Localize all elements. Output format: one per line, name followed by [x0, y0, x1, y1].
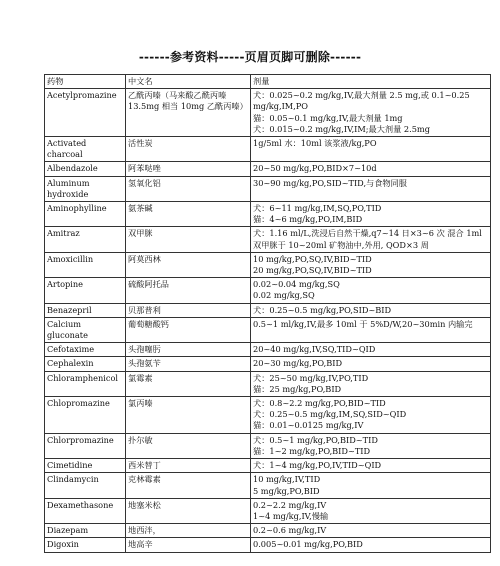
dosage-line: 10 mg/kg,PO,SQ,IV,BID~TID	[253, 253, 372, 264]
dosage-cell	[251, 252, 491, 277]
table-row	[45, 89, 491, 137]
dosage-cell	[251, 317, 491, 342]
drug-name-cell: Activated charcoal	[45, 137, 126, 162]
table-row	[45, 162, 491, 176]
table-row	[45, 357, 491, 371]
dosage-line: 20 mg/kg,PO,SQ,IV,BID~TID	[253, 265, 372, 276]
dosage-line: 犬：0.015~0.2 mg/kg,IV,IM;最大剂量 2.5mg	[253, 123, 430, 134]
table-row	[45, 252, 491, 277]
chinese-name-cell: 扑尔敏	[126, 433, 251, 458]
dosage-cell	[251, 343, 491, 357]
chinese-name-cell: 贝那普利	[126, 303, 251, 317]
drug-name-cell: Acetylpromazine	[45, 89, 126, 137]
dosage-cell	[251, 162, 491, 176]
chinese-name-cell: 西米替丁	[126, 459, 251, 473]
table-header-row	[45, 75, 491, 89]
dosage-line: 犬：0.25~0.5 mg/kg,IM,SQ,SID~QID	[253, 409, 407, 420]
drug-name-cell: Chloramphenicol	[45, 371, 126, 396]
column-header-chinese-name: 中文名	[126, 75, 251, 89]
chinese-name-cell: 头孢氨苄	[126, 357, 251, 371]
table-row	[45, 202, 491, 227]
drug-name-cell: Amitraz	[45, 227, 126, 252]
chinese-name-cell: 氨茶碱	[126, 202, 251, 227]
dosage-cell	[251, 397, 491, 434]
dosage-cell	[251, 459, 491, 473]
drug-dosage-table	[44, 74, 491, 553]
dosage-line: 20~30 mg/kg,PO,BID	[253, 358, 343, 369]
table-row	[45, 524, 491, 538]
dosage-cell	[251, 303, 491, 317]
dosage-line: 0.02~0.04 mg/kg,SQ	[253, 279, 340, 290]
table-row	[45, 176, 491, 201]
dosage-line: 犬：1.16 ml/L,洗浸后自然干燥,q7~14 日×3~6 次 混合 1ml 双甲脒于 10~20ml 矿物油中,外用, QOD×3 周	[253, 228, 482, 250]
chinese-name-cell: 氯霉素	[126, 371, 251, 396]
table-row	[45, 137, 491, 162]
chinese-name-cell: 地塞米松	[126, 498, 251, 523]
drug-name-cell: Diazepam	[45, 524, 126, 538]
table-row	[45, 278, 491, 303]
chinese-name-cell: 双甲脒	[126, 227, 251, 252]
table-row	[45, 227, 491, 252]
dosage-line: 犬：6~11 mg/kg,IM,SQ,PO,TID	[253, 203, 382, 214]
drug-name-cell: Chlorpromazine	[45, 433, 126, 458]
drug-name-cell: Cephalexin	[45, 357, 126, 371]
dosage-line: 犬：1~4 mg/kg,PO,IV,TID~QID	[253, 460, 382, 471]
page-header: ------参考资料-----页眉页脚可删除------	[138, 50, 362, 64]
table-row	[45, 473, 491, 498]
table-row	[45, 433, 491, 458]
drug-name-cell: Dexamethasone	[45, 498, 126, 523]
drug-name-cell: Albendazole	[45, 162, 126, 176]
table-row	[45, 538, 491, 552]
chinese-name-cell: 乙酰丙嗪（马来酸乙酰丙嗪 13.5mg 相当 10mg 乙酰丙嗪）	[126, 89, 251, 137]
drug-name-cell: Benazepril	[45, 303, 126, 317]
chinese-name-cell: 头孢噻肟	[126, 343, 251, 357]
drug-name-cell: Digoxin	[45, 538, 126, 552]
drug-name-cell: Cefotaxime	[45, 343, 126, 357]
dosage-cell	[251, 473, 491, 498]
drug-name-cell: Aluminum hydroxide	[45, 176, 126, 201]
column-header-drug: 药物	[45, 75, 126, 89]
drug-name-cell: Clindamycin	[45, 473, 126, 498]
drug-name-cell: Cimetidine	[45, 459, 126, 473]
chinese-name-cell: 氯丙嗪	[126, 397, 251, 434]
chinese-name-cell: 活性炭	[126, 137, 251, 162]
dosage-cell	[251, 89, 491, 137]
dosage-line: 0.5~1 ml/kg,IV,最多 10ml 于 5%D/W,20~30min 内输完	[253, 318, 473, 329]
dosage-cell	[251, 137, 491, 162]
column-header-dosage: 剂量	[251, 75, 491, 89]
chinese-name-cell: 氢氧化铝	[126, 176, 251, 201]
chinese-name-cell: 阿莫西林	[126, 252, 251, 277]
drug-name-cell: Artopine	[45, 278, 126, 303]
dosage-line: 0.2~0.6 mg/kg,IV	[253, 525, 327, 536]
drug-name-cell: Amoxicillin	[45, 252, 126, 277]
dosage-line: 猫：1~2 mg/kg,PO,BID~TID	[253, 445, 371, 456]
dosage-line: 犬：0.25~0.5 mg/kg,PO,SID~BID	[253, 304, 392, 315]
chinese-name-cell: 克林霉素	[126, 473, 251, 498]
table-row	[45, 397, 491, 434]
chinese-name-cell: 地高辛	[126, 538, 251, 552]
dosage-line: 猫：4~6 mg/kg,PO,IM,BID	[253, 214, 363, 225]
drug-name-cell: Calcium gluconate	[45, 317, 126, 342]
chinese-name-cell: 地西泮，	[126, 524, 251, 538]
chinese-name-cell: 硫酸阿托品	[126, 278, 251, 303]
chinese-name-cell: 葡萄糖酸钙	[126, 317, 251, 342]
dosage-cell	[251, 433, 491, 458]
dosage-line: 1g/5ml 水：10ml 该浆液/kg,PO	[253, 138, 377, 149]
drug-name-cell: Chlopromazine	[45, 397, 126, 434]
dosage-line: 犬：0.8~2.2 mg/kg,PO,BID~TID	[253, 398, 386, 409]
dosage-cell	[251, 176, 491, 201]
dosage-cell	[251, 371, 491, 396]
table-row	[45, 303, 491, 317]
table-row	[45, 317, 491, 342]
dosage-cell	[251, 524, 491, 538]
chinese-name-cell: 阿苯哒唑	[126, 162, 251, 176]
table-row	[45, 371, 491, 396]
dosage-line: 30~90 mg/kg,PO,SID~TID,与食物同服	[253, 177, 407, 188]
table-row	[45, 498, 491, 523]
table-row	[45, 459, 491, 473]
dosage-cell	[251, 227, 491, 252]
dosage-line: 0.02 mg/kg,SQ	[253, 290, 315, 301]
dosage-line: 0.005~0.01 mg/kg,PO,BID	[253, 539, 363, 550]
dosage-line: 20~50 mg/kg,PO,BID×7~10d	[253, 163, 377, 174]
dosage-line: 0.2~2.2 mg/kg,IV	[253, 499, 327, 510]
dosage-line: 1~4 mg/kg,IV,慢输	[253, 510, 329, 521]
dosage-line: 猫：25 mg/kg,PO,BID	[253, 383, 342, 394]
dosage-cell	[251, 498, 491, 523]
dosage-cell	[251, 538, 491, 552]
dosage-cell	[251, 278, 491, 303]
dosage-line: 20~40 mg/kg,IV,SQ,TID~QID	[253, 344, 376, 355]
table-body	[45, 89, 491, 552]
dosage-line: 犬：0.5~1 mg/kg,PO,BID~TID	[253, 434, 378, 445]
dosage-line: 犬：25~50 mg/kg,IV,PO,TID	[253, 372, 369, 383]
dosage-line: 猫：0.05~0.1 mg/kg,IV,最大剂量 1mg	[253, 112, 403, 123]
drug-name-cell: Aminophylline	[45, 202, 126, 227]
table-row	[45, 343, 491, 357]
dosage-line: 10 mg/kg,IV,TID	[253, 474, 321, 485]
dosage-cell	[251, 357, 491, 371]
dosage-line: 5 mg/kg,PO,BID	[253, 485, 320, 496]
dosage-line: 猫：0.01~0.0125 mg/kg,IV	[253, 420, 364, 431]
dosage-cell	[251, 202, 491, 227]
dosage-line: 犬：0.025~0.2 mg/kg,IV,最大剂量 2.5 mg,或 0.1~0.25 mg/kg,IM,PO	[253, 90, 470, 112]
